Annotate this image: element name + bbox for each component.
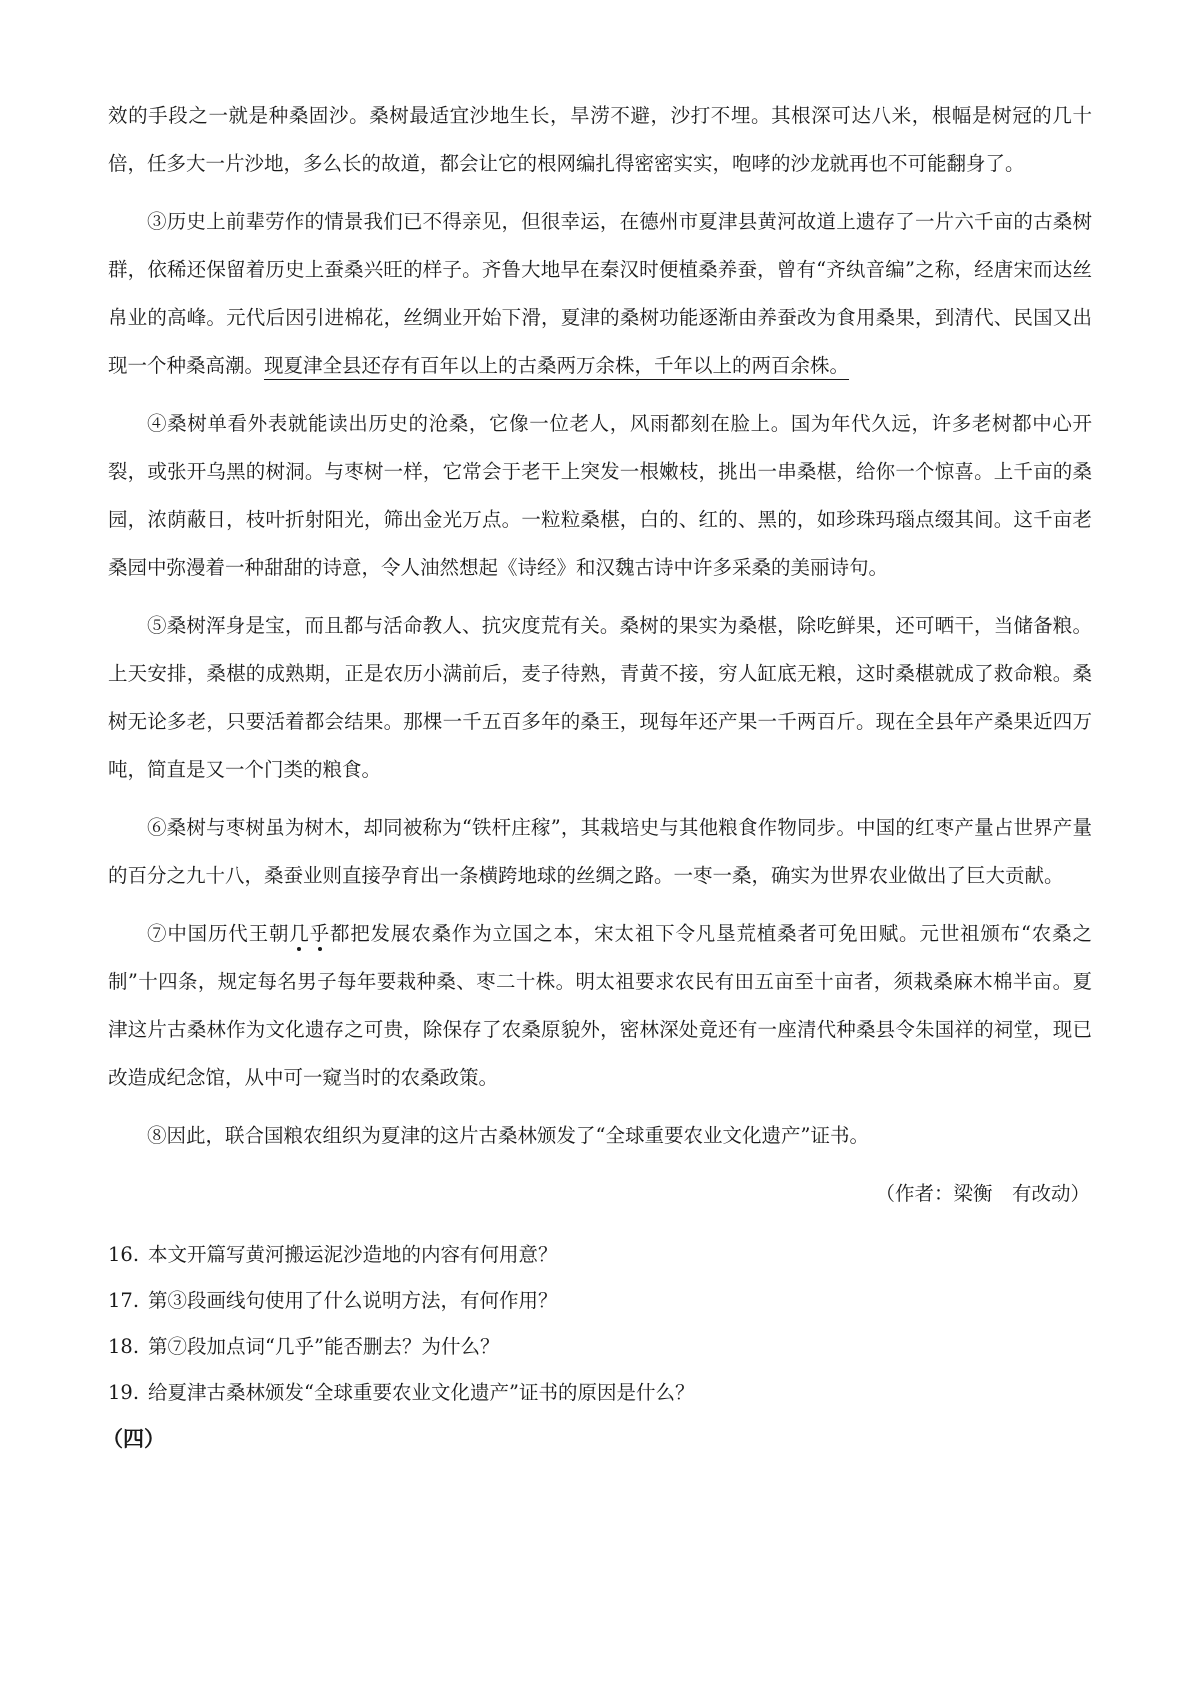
paragraph-7 (108, 910, 1092, 1102)
question-17 (108, 1278, 1092, 1324)
underlined-sentence: 现夏津全县还存有百年以上的古桑两万余株，千年以上的两百余株。 (264, 354, 850, 377)
section-heading-four: （四） (102, 1427, 165, 1451)
question-19 (108, 1370, 1092, 1416)
question-number: 19. (108, 1381, 140, 1404)
question-number: 16. (108, 1243, 140, 1266)
paragraph-7-rest: 都把发展农桑作为立国之本，宋太祖下令凡垦荒植桑者可免田赋。元世祖颁布“农桑之制”十四条，规定每名男子每年要栽种桑、枣二十株。明太祖要求农民有田五亩至十亩者，须栽桑麻木棉半亩。夏津这片古桑林作为文化遗存之可贵，除保存了农桑原貌外，密林深处竟还有一座清代种桑县令朱国祥的祠堂，现已改造成纪念馆，从中可一窥当时的农桑政策。 (108, 922, 1092, 1089)
paragraph-7-start: ⑦中国历代王朝 (147, 922, 290, 945)
paragraph-6: ⑥桑树与枣树虽为树木，却同被称为“铁杆庄稼”，其栽培史与其他粮食作物同步。中国的红枣产量占世界产量的百分之九十八，桑蚕业则直接孕育出一条横跨地球的丝绸之路。一枣一桑，确实为世界农业做出了巨大贡献。 (108, 816, 1092, 887)
question-18 (108, 1324, 1092, 1370)
paragraph-4: ④桑树单看外表就能读出历史的沧桑，它像一位老人，风雨都刻在脸上。国为年代久远，许多老树都中心开裂，或张开乌黑的树洞。与枣树一样，它常会于老干上突发一根嫩枝，挑出一串桑椹，给你一个惊喜。上千亩的桑园，浓荫蔽日，枝叶折射阳光，筛出金光万点。一粒粒桑椹，白的、红的、黑的，如珍珠玛瑙点缀其间。这千亩老桑园中弥漫着一种甜甜的诗意，令人油然想起《诗经》和汉魏古诗中许多采桑的美丽诗句。 (108, 412, 1092, 579)
question-16 (108, 1232, 1092, 1278)
paragraph-8: ⑧因此，联合国粮农组织为夏津的这片古桑林颁发了“全球重要农业文化遗产”证书。 (147, 1124, 869, 1147)
paragraph-2-tail: 效的手段之一就是种桑固沙。桑树最适宜沙地生长，旱涝不避，沙打不埋。其根深可达八米，根幅是树冠的几十倍，任多大一片沙地，多么长的故道，都会让它的根网编扎得密密实实，咆哮的沙龙就再也不可能翻身了。 (108, 104, 1092, 175)
document-page (102, 92, 1092, 1462)
question-text: 给夏津古桑林颁发“全球重要农业文化遗产”证书的原因是什么？ (148, 1381, 695, 1404)
paragraph-5: ⑤桑树浑身是宝，而且都与活命教人、抗灾度荒有关。桑树的果实为桑椹，除吃鲜果，还可晒干，当储备粮。上天安排，桑椹的成熟期，正是农历小满前后，麦子待熟，青黄不接，穷人缸底无粮，这时桑椹就成了救命粮。桑树无论多老，只要活着都会结果。那棵一千五百多年的桑王，现每年还产果一千两百斤。现在全县年产桑果近四万吨，简直是又一个门类的粮食。 (108, 614, 1092, 781)
paragraph-3-text: ③历史上前辈劳作的情景我们已不得亲见，但很幸运，在德州市夏津县黄河故道上遗存了一片六千亩的古桑树群，依稀还保留着历史上蚕桑兴旺的样子。齐鲁大地早在秦汉时便植桑养蚕，曾有“齐纨音编”之称，经唐宋而达丝帛业的高峰。元代后因引进棉花，丝绸业开始下滑，夏津的桑树功能逐渐由养蚕改为食用桑果，到清代、民国又出现一个种桑高潮。 (108, 210, 1092, 377)
question-number: 17. (108, 1289, 140, 1312)
author-note: （作者：梁衡 有改动） (875, 1182, 1090, 1205)
question-text: 第⑦段加点词“几乎”能否删去？为什么？ (148, 1335, 500, 1358)
question-number: 18. (108, 1335, 140, 1358)
dotted-char-ji: 几 (289, 922, 310, 945)
question-text: 本文开篇写黄河搬运泥沙造地的内容有何用意？ (148, 1243, 558, 1266)
dotted-char-hu: 乎 (309, 922, 330, 945)
question-text: 第③段画线句使用了什么说明方法，有何作用？ (148, 1289, 558, 1312)
paragraph-3 (108, 198, 1092, 390)
